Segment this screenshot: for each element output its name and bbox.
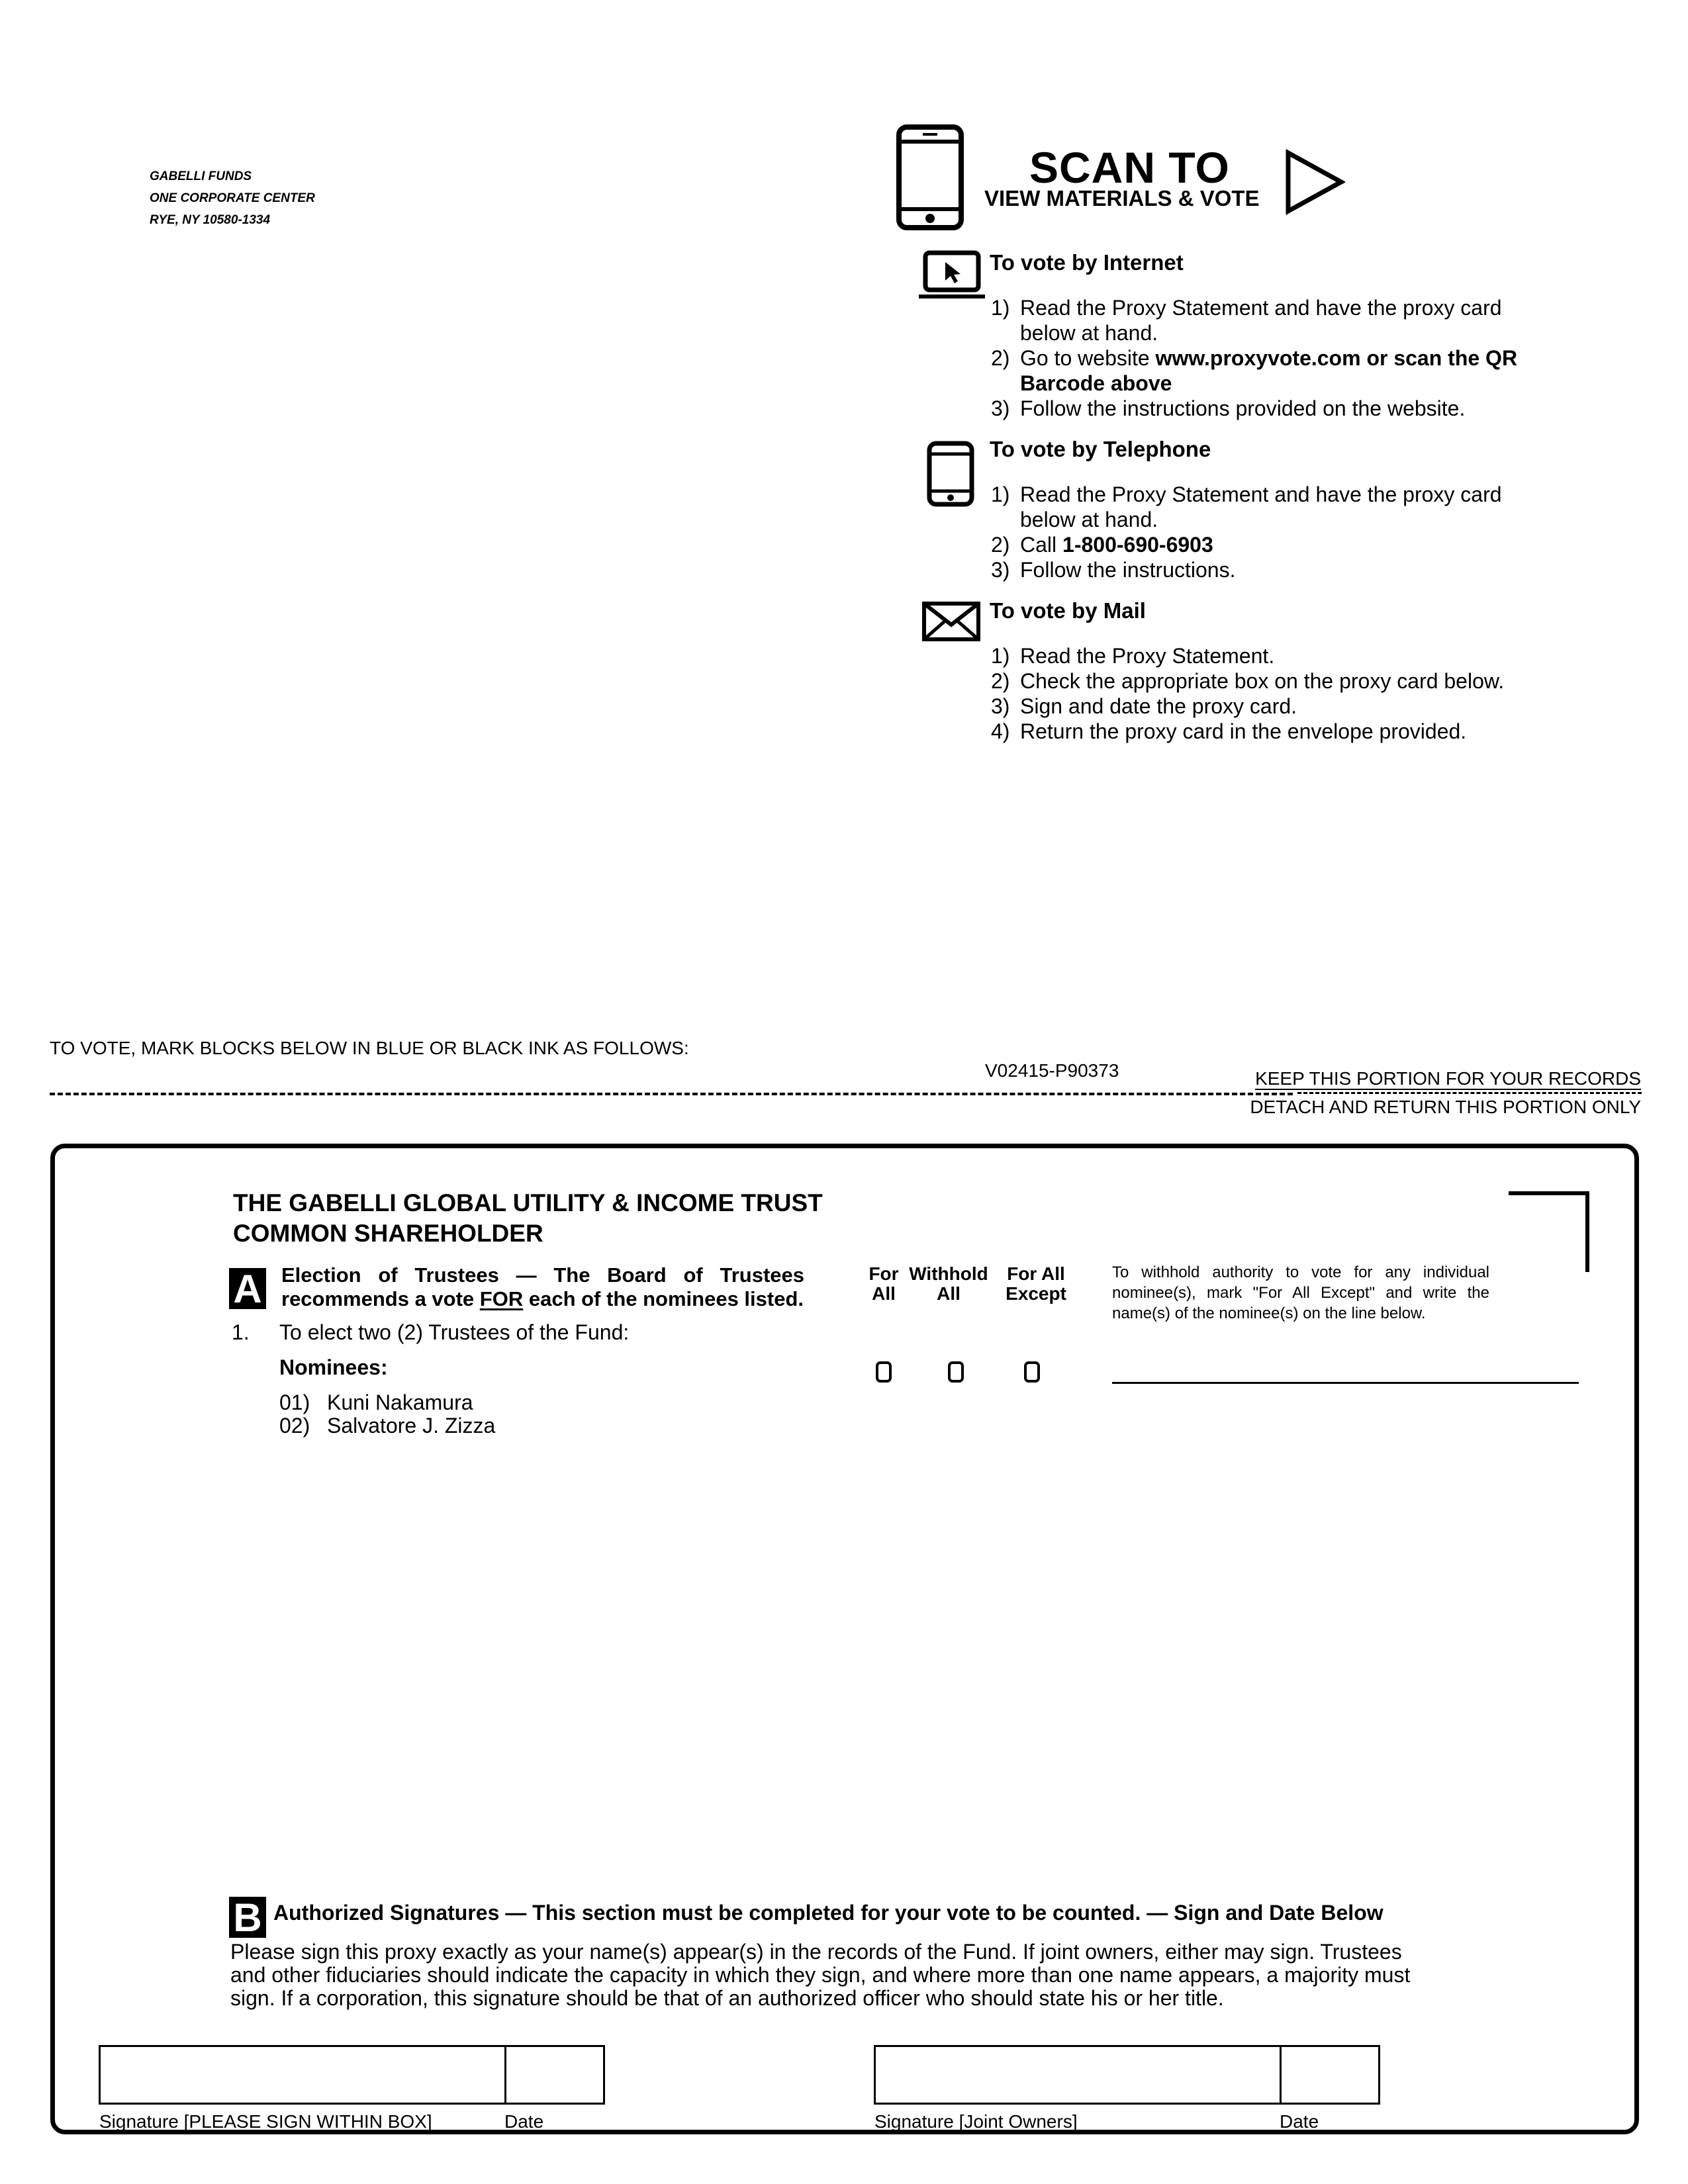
phone-number[interactable]: 1-800-690-6903 bbox=[1062, 533, 1213, 557]
date-box[interactable] bbox=[504, 2045, 605, 2105]
header-line: For bbox=[868, 1263, 899, 1284]
for-all-checkbox[interactable] bbox=[876, 1361, 892, 1383]
nominee-item bbox=[279, 1414, 495, 1437]
nominee-name: Kuni Nakamura bbox=[327, 1390, 473, 1414]
mail-step-1 bbox=[991, 643, 1521, 668]
sender-line-2: ONE CORPORATE CENTER bbox=[150, 191, 315, 205]
for-all-except-header bbox=[996, 1264, 1076, 1304]
joint-date-box[interactable] bbox=[1280, 2045, 1380, 2105]
step-text: Follow the instructions. bbox=[1020, 558, 1236, 582]
internet-step-3 bbox=[991, 396, 1521, 421]
control-number: V02415-P90373 bbox=[985, 1060, 1119, 1081]
mail-step-2 bbox=[991, 668, 1521, 694]
internet-step-1 bbox=[991, 295, 1521, 345]
step-number: 2) bbox=[991, 346, 1010, 370]
step-text: Check the appropriate box on the proxy card below. bbox=[1020, 669, 1505, 693]
step-number: 1) bbox=[991, 482, 1010, 506]
scan-subtitle: VIEW MATERIALS & VOTE bbox=[984, 186, 1260, 210]
nominee-item bbox=[279, 1391, 495, 1414]
signature-label: Signature [PLEASE SIGN WITHIN BOX] bbox=[99, 2111, 432, 2132]
step-number: 4) bbox=[991, 719, 1010, 743]
subtitle-text: each of the nominees listed. bbox=[523, 1287, 804, 1310]
joint-signature-box[interactable] bbox=[874, 2045, 1282, 2105]
proxyvote-website[interactable]: www.proxyvote.com or scan the QR Barcode above bbox=[1020, 346, 1518, 395]
mail-step-3 bbox=[991, 694, 1521, 719]
internet-vote-title: To vote by Internet bbox=[990, 250, 1184, 275]
step-text: Follow the instructions provided on the website. bbox=[1020, 396, 1466, 420]
step-text: Sign and date the proxy card. bbox=[1020, 694, 1297, 718]
scan-corner-mark bbox=[1585, 1191, 1589, 1272]
step-text: Read the Proxy Statement and have the proxy card below at hand. bbox=[1020, 482, 1502, 531]
step-text: Read the Proxy Statement and have the proxy card below at hand. bbox=[1020, 296, 1502, 345]
telephone-step-2 bbox=[991, 532, 1521, 557]
nominee-list bbox=[279, 1391, 495, 1437]
detach-line-right bbox=[1297, 1092, 1642, 1094]
nominee-code: 02) bbox=[279, 1414, 310, 1437]
joint-signature-label: Signature [Joint Owners] bbox=[874, 2111, 1078, 2132]
proposal-text: To elect two (2) Trustees of the Fund: bbox=[279, 1320, 630, 1344]
arrow-right-icon bbox=[1284, 149, 1345, 215]
proposal-1 bbox=[232, 1320, 629, 1345]
section-b-badge: B bbox=[229, 1897, 266, 1938]
step-text: Go to website bbox=[1020, 346, 1156, 370]
mail-vote-title: To vote by Mail bbox=[990, 598, 1146, 623]
for-all-except-checkbox[interactable] bbox=[1024, 1361, 1040, 1383]
keep-portion-label: KEEP THIS PORTION FOR YOUR RECORDS bbox=[1255, 1068, 1641, 1089]
proposal-number: 1. bbox=[232, 1320, 250, 1344]
mail-step-4 bbox=[991, 719, 1521, 744]
step-number: 1) bbox=[991, 296, 1010, 320]
subtitle-text: recommends a vote bbox=[281, 1287, 480, 1310]
withhold-all-header bbox=[906, 1264, 992, 1304]
section-a-subtitle bbox=[281, 1287, 804, 1311]
envelope-icon bbox=[921, 601, 981, 642]
scan-corner-mark bbox=[1509, 1191, 1589, 1195]
nominee-code: 01) bbox=[279, 1390, 310, 1414]
header-line: Except bbox=[1006, 1283, 1066, 1304]
detach-portion-label: DETACH AND RETURN THIS PORTION ONLY bbox=[1250, 1097, 1641, 1117]
step-text: Call bbox=[1020, 533, 1063, 557]
date-label: Date bbox=[504, 2111, 544, 2132]
sender-line-3: RYE, NY 10580-1334 bbox=[150, 213, 271, 227]
laptop-icon bbox=[919, 250, 985, 300]
withhold-all-checkbox[interactable] bbox=[948, 1361, 964, 1383]
smartphone-icon bbox=[896, 124, 964, 230]
telephone-step-3 bbox=[991, 557, 1521, 582]
step-number: 2) bbox=[991, 533, 1010, 557]
step-number: 2) bbox=[991, 669, 1010, 693]
internet-step-2 bbox=[991, 345, 1521, 396]
joint-date-label: Date bbox=[1280, 2111, 1319, 2132]
step-number: 1) bbox=[991, 644, 1010, 668]
telephone-step-1 bbox=[991, 482, 1521, 532]
telephone-vote-title: To vote by Telephone bbox=[990, 437, 1211, 461]
fund-title: THE GABELLI GLOBAL UTILITY & INCOME TRUST bbox=[233, 1189, 823, 1216]
scan-title: SCAN TO bbox=[1029, 143, 1230, 192]
step-text: Read the Proxy Statement. bbox=[1020, 644, 1275, 668]
section-a-badge: A bbox=[229, 1268, 266, 1309]
step-number: 3) bbox=[991, 694, 1010, 718]
subtitle-emphasis: FOR bbox=[479, 1287, 524, 1310]
internet-steps bbox=[991, 295, 1521, 421]
share-class: COMMON SHAREHOLDER bbox=[233, 1220, 543, 1247]
step-text: Return the proxy card in the envelope provided. bbox=[1020, 719, 1467, 743]
nominee-write-in-line[interactable] bbox=[1112, 1382, 1579, 1384]
sender-address bbox=[150, 165, 315, 231]
signature-box[interactable] bbox=[99, 2045, 506, 2105]
step-number: 3) bbox=[991, 396, 1010, 420]
nominees-header: Nominees: bbox=[279, 1355, 388, 1379]
header-line: Withhold bbox=[909, 1263, 988, 1284]
nominee-name: Salvatore J. Zizza bbox=[327, 1414, 496, 1437]
signature-instructions: Please sign this proxy exactly as your name(s) appear(s) in the records of the Fund. If joint owners, either may sign. Trustees and other fiduciaries should indicate the capacity in which they sign, and where more than one name appears, a majority must sign. If a corporation, this signature should be that of an authorized officer who should state his or her title. bbox=[230, 1940, 1411, 2010]
fund-name bbox=[233, 1188, 823, 1249]
mail-steps bbox=[991, 643, 1521, 744]
section-a-title: Election of Trustees — The Board of Trustees bbox=[281, 1263, 804, 1287]
step-number: 3) bbox=[991, 558, 1010, 582]
detach-line bbox=[50, 1093, 1293, 1095]
withhold-instructions: To withhold authority to vote for any individual nominee(s), mark "For All Except" and write the name(s) of the nominee(s) on the line below. bbox=[1112, 1263, 1489, 1322]
header-line: All bbox=[937, 1283, 961, 1304]
telephone-icon bbox=[927, 441, 974, 507]
ink-instruction: TO VOTE, MARK BLOCKS BELOW IN BLUE OR BLACK INK AS FOLLOWS: bbox=[50, 1038, 689, 1058]
for-all-header bbox=[861, 1264, 907, 1304]
telephone-steps bbox=[991, 482, 1521, 582]
header-line: For All bbox=[1007, 1263, 1065, 1284]
header-line: All bbox=[872, 1283, 896, 1304]
section-b-title: Authorized Signatures — This section must be completed for your vote to be counted. — Sign and Date Below bbox=[273, 1901, 1383, 1925]
sender-line-1: GABELLI FUNDS bbox=[150, 169, 252, 183]
